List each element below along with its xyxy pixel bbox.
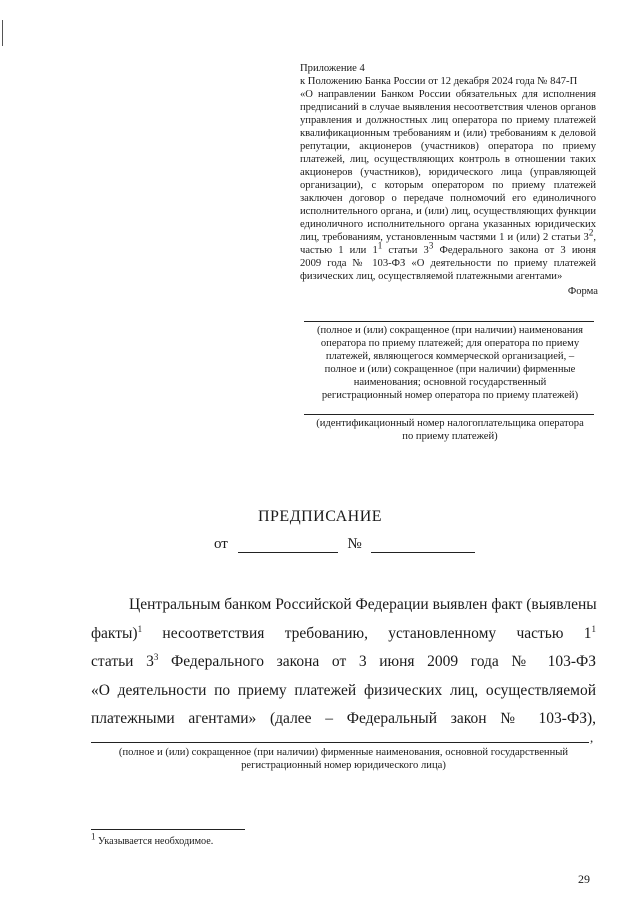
organization-comma: ,: [590, 730, 594, 745]
appendix-title: Приложение 4: [300, 63, 365, 74]
inn-field[interactable]: [304, 414, 594, 415]
appendix-line: предписаний в случае выявления несоответствия членов органов: [300, 102, 596, 113]
footnote-separator: [91, 829, 245, 830]
appendix-line: 2009 года № 103-ФЗ «О деятельности по приему платежей: [300, 258, 596, 269]
appendix-line: исполнительного органа, и (или) лиц, осуществляющих функции: [300, 206, 596, 217]
appendix-line: лиц, требованиям, установленным частями 1 и (или) 2 статьи $3^2$,: [300, 227, 596, 243]
operator-name-field[interactable]: [304, 321, 594, 322]
appendix-line: организации), с которым оператором по приему платежей: [300, 180, 596, 191]
body-line: «О деятельности по приему платежей физических лиц, осуществляемой: [91, 681, 596, 699]
body-line: факты)$^1$ несоответствия требованию, установленному частью $1^1$: [91, 623, 596, 642]
date-field[interactable]: [238, 535, 338, 553]
appendix-line: репутации, акционеров (участников) оператора по приему: [300, 141, 596, 152]
body-text: [91, 591, 596, 734]
number-label: №: [347, 536, 362, 552]
form-label: Форма: [567, 286, 598, 297]
appendix-header: [300, 62, 596, 283]
appendix-line: частью 1 или $1^1$ статьи $3^3$ Федерального закона от 3 июня: [300, 240, 596, 256]
appendix-line: управления и должностных лиц оператора по приему платежей: [300, 115, 596, 126]
appendix-line: платежей, лиц, осуществляющих контроль в отношении таких: [300, 154, 596, 165]
organization-name-field[interactable]: [91, 742, 589, 743]
page-number: 29: [578, 872, 590, 886]
footnote: $^1$ Указывается необходимое.: [91, 831, 214, 847]
body-line: Центральным банком Российской Федерации выявлен факт (выявлены: [129, 596, 597, 613]
body-line: платежными агентами» (далее – Федеральный закон № 103-ФЗ),: [91, 710, 596, 727]
date-number-row: [214, 535, 475, 553]
organization-caption: (полное и (или) сокращенное (при наличии) фирменные наименования, основной государственный регистрационный номер юридического лица): [118, 747, 569, 771]
operator-name-caption: (полное и (или) сокращенное (при наличии) наименования оператора по приему платежей; для оператора по приему платежей, являющегося коммерческой организацией, – полное и (или) сокращенное (при наличии) фирменные наименования; основной государственный регистрационный номер оператора по приему платежей): [316, 325, 584, 401]
appendix-line: акционеров (участников), юридического лица (управляющей: [300, 167, 596, 178]
appendix-line: квалификационным требованиям и (или) требованиям к деловой: [300, 128, 596, 139]
date-label: от: [214, 536, 228, 552]
appendix-line: к Положению Банка России от 12 декабря 2024 года № 847-П: [300, 76, 578, 87]
appendix-line: заключен договор о передаче полномочий его единоличного: [300, 193, 596, 204]
appendix-line: единоличного исполнительного органа указанных юридических: [300, 219, 596, 230]
inn-caption: (идентификационный номер налогоплательщика оператора по приему платежей): [316, 418, 584, 442]
number-field[interactable]: [371, 535, 475, 553]
appendix-line: «О направлении Банком России обязательных для исполнения: [300, 89, 596, 100]
margin-mark: [2, 20, 3, 46]
document-title: ПРЕДПИСАНИЕ: [257, 508, 383, 525]
appendix-line: физических лиц, осуществляемой платежными агентами»: [300, 271, 563, 282]
body-line: статьи $3^3$ Федерального закона от 3 июня 2009 года № 103-ФЗ: [91, 651, 596, 670]
